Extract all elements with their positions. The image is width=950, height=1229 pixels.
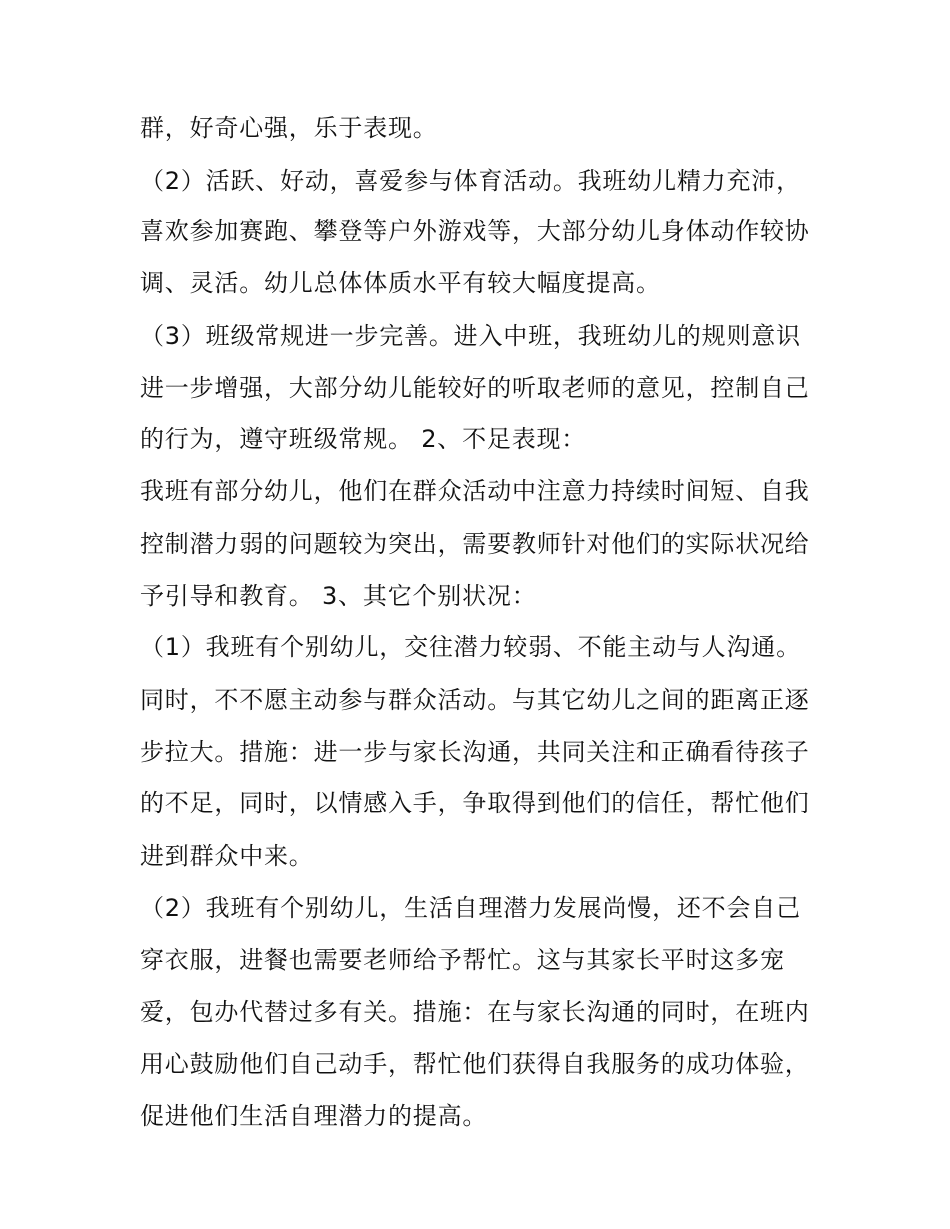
text-line-16: （2）我班有个别幼儿，生活自理潜力发展尚慢，还不会自己 xyxy=(140,894,801,922)
text-line-8: 我班有部分幼儿，他们在群众活动中注意力持续时间短、自我 xyxy=(140,477,810,505)
text-line-5: （3）班级常规进一步完善。进入中班，我班幼儿的规则意识 xyxy=(140,322,801,350)
text-line-7: 的行为，遵守班级常规。 2、不足表现： xyxy=(140,425,587,453)
text-line-3: 喜欢参加赛跑、攀登等户外游戏等，大部分幼儿身体动作较协 xyxy=(140,217,810,245)
text-line-9: 控制潜力弱的问题较为突出，需要教师针对他们的实际状况给 xyxy=(140,530,810,558)
text-line-1: 群，好奇心强，乐于表现。 xyxy=(140,114,438,142)
text-line-14: 的不足，同时，以情感入手，争取得到他们的信任，帮忙他们 xyxy=(140,789,810,817)
text-line-18: 爱，包办代替过多有关。措施：在与家长沟通的同时，在班内 xyxy=(140,998,810,1026)
text-line-12: 同时，不不愿主动参与群众活动。与其它幼儿之间的距离正逐 xyxy=(140,686,810,714)
text-line-17: 穿衣服，进餐也需要老师给予帮忙。这与其家长平时这多宠 xyxy=(140,946,785,974)
text-line-19: 用心鼓励他们自己动手，帮忙他们获得自我服务的成功体验， xyxy=(140,1050,810,1078)
text-line-15: 进到群众中来。 xyxy=(140,842,314,870)
text-line-11: （1）我班有个别幼儿，交往潜力较弱、不能主动与人沟通。 xyxy=(140,633,801,661)
text-line-10: 予引导和教育。 3、其它个别状况： xyxy=(140,582,537,610)
text-line-13: 步拉大。措施：进一步与家长沟通，共同关注和正确看待孩子 xyxy=(140,738,810,766)
text-line-6: 进一步增强，大部分幼儿能较好的听取老师的意见，控制自己 xyxy=(140,374,810,402)
text-line-4: 调、灵活。幼儿总体体质水平有较大幅度提高。 xyxy=(140,269,661,297)
text-line-20: 促进他们生活自理潜力的提高。 xyxy=(140,1102,488,1130)
text-line-2: （2）活跃、好动，喜爱参与体育活动。我班幼儿精力充沛， xyxy=(140,167,801,195)
